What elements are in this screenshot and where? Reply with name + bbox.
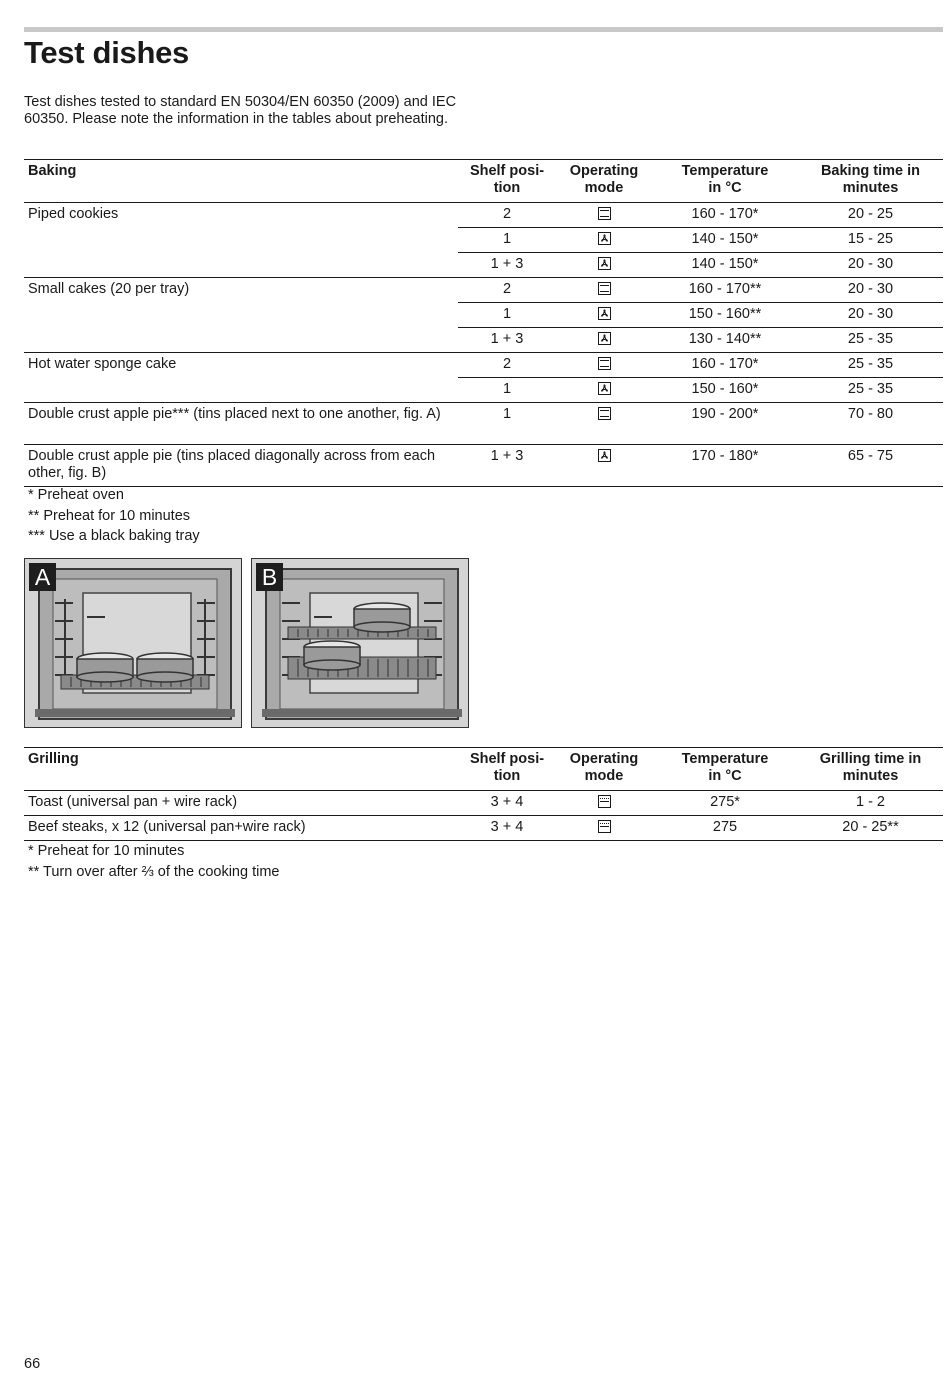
- header-grilling: Grilling: [24, 748, 458, 791]
- header-baking: Baking: [24, 160, 458, 203]
- time-cell: 20 - 25: [798, 203, 943, 228]
- top-rule: [24, 27, 943, 32]
- table-row: [24, 816, 943, 841]
- time-cell: 20 - 30: [798, 303, 943, 328]
- hot-air-icon: [598, 257, 611, 270]
- temperature-cell: 170 - 180*: [652, 445, 798, 487]
- header-operating-mode: Operating mode: [556, 748, 652, 791]
- header-shelf-position: Shelf posi- tion: [458, 160, 556, 203]
- temperature-cell: 275: [652, 816, 798, 841]
- operating-mode-cell: [556, 228, 652, 253]
- operating-mode-cell: [556, 253, 652, 278]
- header-temperature: Temperature in °C: [652, 748, 798, 791]
- intro-text: Test dishes tested to standard EN 50304/EN 60350 (2009) and IEC 60350. Please note the information in the tables about preheating.: [24, 94, 457, 127]
- operating-mode-cell: [556, 445, 652, 487]
- dish-name: Double crust apple pie*** (tins placed next to one another, fig. A): [24, 403, 458, 445]
- top-bottom-heating-icon: [598, 282, 611, 295]
- temperature-cell: 140 - 150*: [652, 228, 798, 253]
- baking-table: [24, 159, 943, 487]
- temperature-cell: 140 - 150*: [652, 253, 798, 278]
- temperature-cell: 275*: [652, 791, 798, 816]
- figure-b-oven-tins-diagonal: [251, 558, 469, 728]
- time-cell: 25 - 35: [798, 353, 943, 378]
- shelf-position-cell: 1: [458, 303, 556, 328]
- table-row: [24, 445, 943, 487]
- shelf-position-cell: 1: [458, 228, 556, 253]
- dish-name: Toast (universal pan + wire rack): [24, 791, 458, 816]
- table-row: [24, 203, 943, 228]
- operating-mode-cell: [556, 278, 652, 303]
- grill-icon: [598, 820, 611, 833]
- grilling-note: ** Turn over after ⅔ of the cooking time: [28, 863, 280, 880]
- dish-name: Small cakes (20 per tray): [24, 278, 458, 353]
- time-cell: 70 - 80: [798, 403, 943, 445]
- operating-mode-cell: [556, 378, 652, 403]
- page-title: Test dishes: [24, 35, 189, 70]
- dish-name: Piped cookies: [24, 203, 458, 278]
- table-row: [24, 278, 943, 303]
- page-number: 66: [24, 1356, 41, 1372]
- figure-a-oven-tins-side-by-side: [24, 558, 242, 728]
- operating-mode-cell: [556, 203, 652, 228]
- shelf-position-cell: 2: [458, 203, 556, 228]
- grilling-notes: [28, 841, 279, 882]
- shelf-position-cell: 2: [458, 353, 556, 378]
- temperature-cell: 150 - 160*: [652, 378, 798, 403]
- hot-air-icon: [598, 332, 611, 345]
- time-cell: 15 - 25: [798, 228, 943, 253]
- temperature-cell: 190 - 200*: [652, 403, 798, 445]
- table-row: [24, 353, 943, 378]
- top-bottom-heating-icon: [598, 207, 611, 220]
- temperature-cell: 160 - 170**: [652, 278, 798, 303]
- shelf-position-cell: 1 + 3: [458, 445, 556, 487]
- baking-note: * Preheat oven: [28, 487, 124, 503]
- dish-name: Beef steaks, x 12 (universal pan+wire rack): [24, 816, 458, 841]
- table-row: [24, 791, 943, 816]
- header-operating-mode: Operating mode: [556, 160, 652, 203]
- temperature-cell: 150 - 160**: [652, 303, 798, 328]
- header-temperature: Temperature in °C: [652, 160, 798, 203]
- shelf-position-cell: 2: [458, 278, 556, 303]
- time-cell: 20 - 25**: [798, 816, 943, 841]
- shelf-position-cell: 3 + 4: [458, 791, 556, 816]
- baking-note: *** Use a black baking tray: [28, 528, 200, 544]
- operating-mode-cell: [556, 816, 652, 841]
- hot-air-icon: [598, 232, 611, 245]
- time-cell: 1 - 2: [798, 791, 943, 816]
- time-cell: 25 - 35: [798, 328, 943, 353]
- baking-note: ** Preheat for 10 minutes: [28, 507, 191, 524]
- operating-mode-cell: [556, 791, 652, 816]
- time-cell: 25 - 35: [798, 378, 943, 403]
- hot-air-icon: [598, 382, 611, 395]
- shelf-position-cell: 1 + 3: [458, 253, 556, 278]
- time-cell: 65 - 75: [798, 445, 943, 487]
- header-shelf-position: Shelf posi- tion: [458, 748, 556, 791]
- figure-a-label: A: [29, 563, 56, 591]
- dish-name: Hot water sponge cake: [24, 353, 458, 403]
- grilling-table: [24, 747, 943, 841]
- grill-icon: [598, 795, 611, 808]
- temperature-cell: 160 - 170*: [652, 353, 798, 378]
- table-row: [24, 403, 943, 445]
- temperature-cell: 130 - 140**: [652, 328, 798, 353]
- shelf-position-cell: 1 + 3: [458, 328, 556, 353]
- hot-air-icon: [598, 449, 611, 462]
- temperature-cell: 160 - 170*: [652, 203, 798, 228]
- grilling-note: * Preheat for 10 minutes: [28, 843, 185, 859]
- shelf-position-cell: 1: [458, 378, 556, 403]
- top-bottom-heating-icon: [598, 407, 611, 420]
- time-cell: 20 - 30: [798, 253, 943, 278]
- shelf-position-cell: 1: [458, 403, 556, 445]
- operating-mode-cell: [556, 303, 652, 328]
- operating-mode-cell: [556, 403, 652, 445]
- operating-mode-cell: [556, 328, 652, 353]
- top-bottom-heating-icon: [598, 357, 611, 370]
- baking-notes: [28, 485, 200, 547]
- hot-air-icon: [598, 307, 611, 320]
- header-grilling-time: Grilling time in minutes: [798, 748, 943, 791]
- header-baking-time: Baking time in minutes: [798, 160, 943, 203]
- operating-mode-cell: [556, 353, 652, 378]
- dish-name: Double crust apple pie (tins placed diagonally across from each other, fig. B): [24, 445, 458, 487]
- figure-b-label: B: [256, 563, 283, 591]
- shelf-position-cell: 3 + 4: [458, 816, 556, 841]
- time-cell: 20 - 30: [798, 278, 943, 303]
